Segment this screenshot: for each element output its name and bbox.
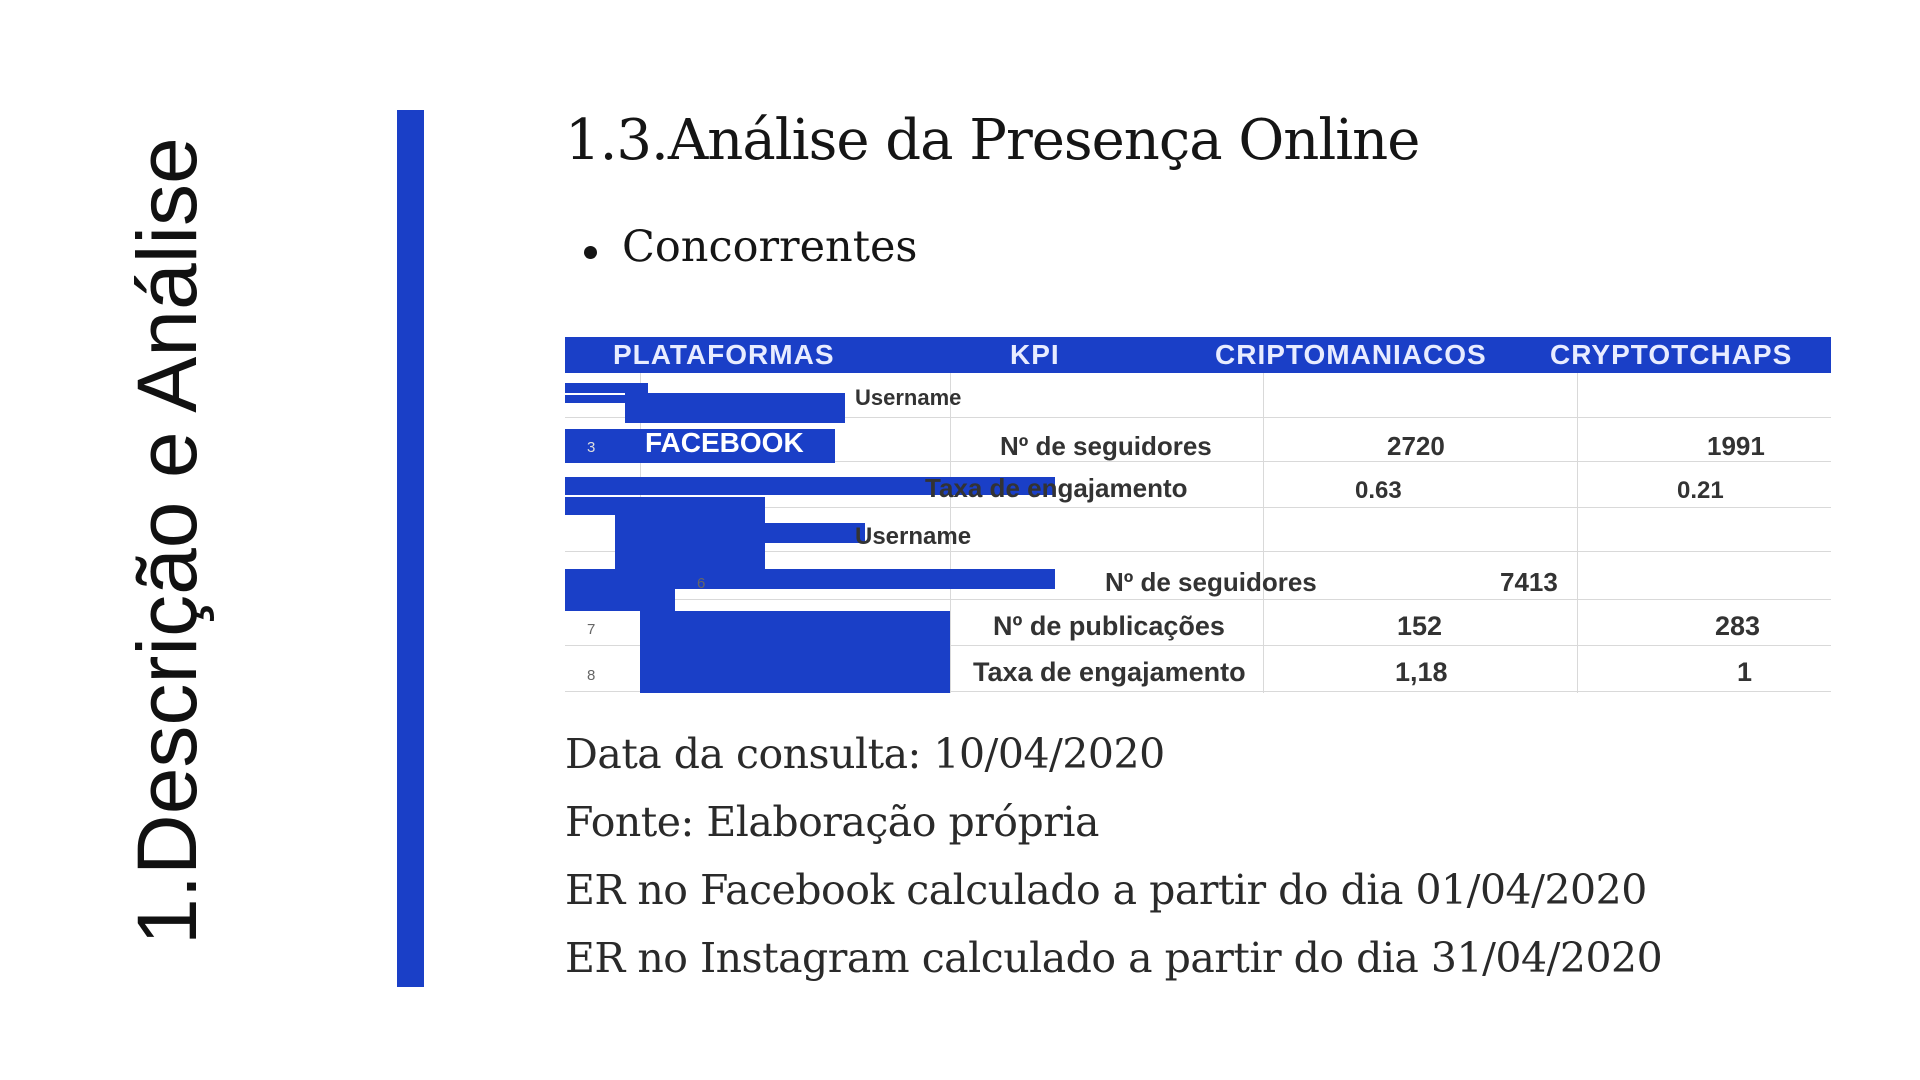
instagram-er-note: ER no Instagram calculado a partir do dia 31/04/2020 xyxy=(565,934,1663,982)
competitors-table-image xyxy=(565,337,1831,693)
platform-cell-block xyxy=(765,523,865,543)
platform-cell-block xyxy=(615,513,765,575)
kpi-label: Nº de publicações xyxy=(993,611,1225,641)
accent-bar xyxy=(397,110,424,987)
value-cryptotchaps: 1 xyxy=(1737,657,1753,687)
value-cryptotchaps: 283 xyxy=(1715,611,1761,641)
kpi-label: Nº de seguidores xyxy=(1000,431,1212,461)
platform-label: FACEBOOK xyxy=(645,427,804,458)
slide-heading: 1.3.Análise da Presença Online xyxy=(565,108,1420,173)
header-platforms: PLATAFORMAS xyxy=(613,339,835,370)
kpi-label: Username xyxy=(855,385,962,410)
header-kpi: KPI xyxy=(1010,339,1060,370)
facebook-er-note: ER no Facebook calculado a partir do dia 01/04/2020 xyxy=(565,866,1647,914)
header-cryptotchaps: CRYPTOTCHAPS xyxy=(1550,339,1793,370)
kpi-label: Taxa de engajamento xyxy=(925,473,1188,503)
section-title: 1.Descrição e Análise xyxy=(120,137,214,945)
source-note: Fonte: Elaboração própria xyxy=(565,798,1099,846)
consultation-date: Data da consulta: 10/04/2020 xyxy=(565,730,1165,778)
value-cryptotchaps: 0.21 xyxy=(1677,477,1724,504)
row-number: 6 xyxy=(697,575,706,592)
platform-cell-block xyxy=(565,569,1055,589)
kpi-label: Nº de seguidores xyxy=(1105,567,1317,597)
kpi-label: Taxa de engajamento xyxy=(973,657,1246,687)
row-number: 3 xyxy=(587,439,596,456)
notes-block xyxy=(565,724,1662,996)
platform-cell-block xyxy=(565,383,648,393)
value-criptomaniacos: 2720 xyxy=(1387,431,1445,461)
platform-cell-block xyxy=(565,587,675,611)
value-criptomaniacos: 152 xyxy=(1397,611,1443,641)
value-criptomaniacos: 1,18 xyxy=(1395,657,1448,687)
row-number: 7 xyxy=(587,621,596,638)
bullet-item: Concorrentes xyxy=(584,222,918,272)
platform-cell-block xyxy=(625,393,845,423)
kpi-label: Username xyxy=(855,523,972,550)
header-criptomaniacos: CRIPTOMANIACOS xyxy=(1215,339,1487,370)
bullet-list xyxy=(584,222,918,272)
platform-cell-block xyxy=(640,611,950,693)
value-cryptotchaps: 1991 xyxy=(1707,431,1765,461)
row-number: 8 xyxy=(587,667,596,684)
value-criptomaniacos: 7413 xyxy=(1500,567,1558,597)
value-criptomaniacos: 0.63 xyxy=(1355,477,1402,504)
